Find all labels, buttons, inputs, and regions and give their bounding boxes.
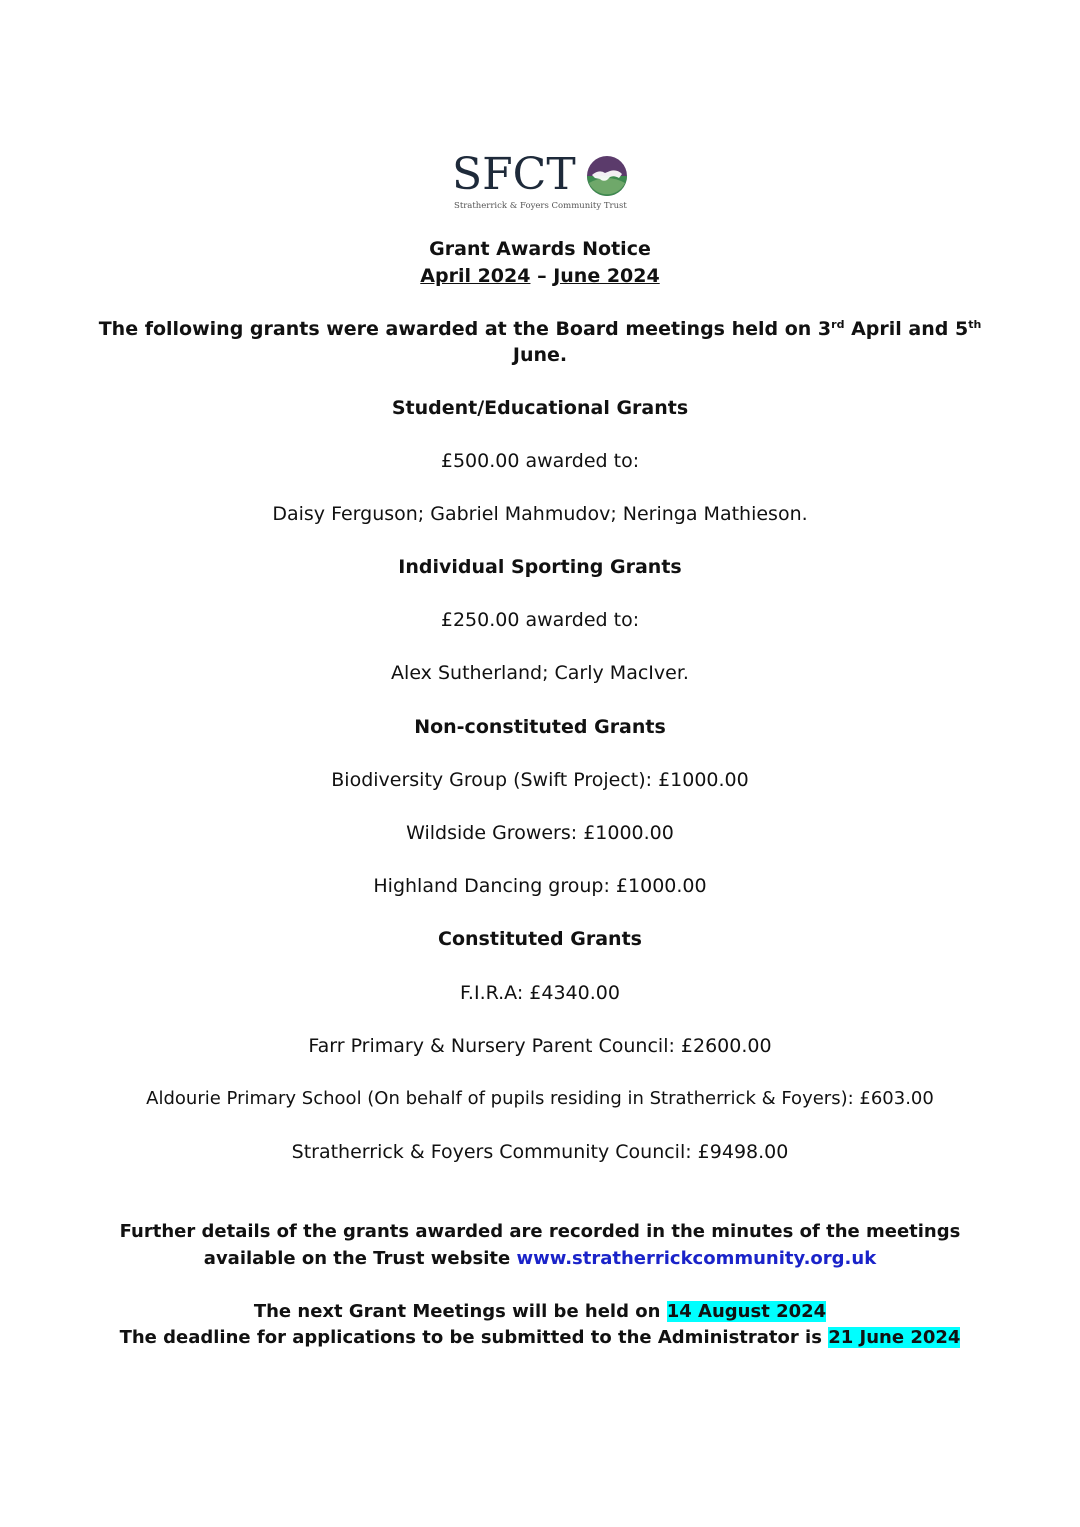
footer-details-line-2 [0,1246,1080,1272]
non-constituted-grants-heading: Non-constituted Grants [414,716,666,738]
sfct-logo [452,150,632,216]
constituted-grants-heading: Constituted Grants [438,928,642,950]
intro-sup-2: th [968,318,982,331]
intro-part-1: The following grants were awarded at the Board meetings held on 3 [98,318,832,340]
constituted-grant-item: Farr Primary & Nursery Parent Council: £2600.00 [308,1035,772,1057]
constituted-grant-item: Stratherrick & Foyers Community Council: £9498.00 [291,1141,789,1163]
intro-part-2: April and 5 [844,318,969,340]
next-meeting-date: 14 August 2024 [666,1301,827,1322]
sporting-grants-recipients: Alex Sutherland; Carly MacIver. [391,662,689,684]
handshake-globe-icon [586,155,628,197]
page-title: Grant Awards Notice [429,238,651,260]
deadline-line [0,1325,1080,1351]
constituted-grant-item: Aldourie Primary School (On behalf of pupils residing in Stratherrick & Foyers): £603.00 [146,1088,934,1109]
student-grants-heading: Student/Educational Grants [391,397,689,419]
footer-details-line-1: Further details of the grants awarded are recorded in the minutes of the meetings [119,1221,961,1242]
intro-line-2: June. [512,344,568,366]
non-constituted-grant-item: Highland Dancing group: £1000.00 [373,875,707,897]
sporting-grants-heading: Individual Sporting Grants [398,556,682,578]
intro-sup-1: rd [831,318,845,331]
logo-subtitle: Stratherrick & Foyers Community Trust [454,201,627,211]
intro-line-1 [0,316,1080,342]
trust-website-link[interactable]: www.stratherrickcommunity.org.uk [516,1248,877,1269]
sporting-grants-amount: £250.00 awarded to: [440,609,640,631]
period-end: June 2024 [553,265,660,287]
next-meeting-line [0,1299,1080,1325]
period-start: April 2024 [420,265,531,287]
non-constituted-grant-item: Biodiversity Group (Swift Project): £1000.00 [331,769,749,791]
logo-wordmark: SFCT [452,149,576,200]
period-line [0,263,1080,289]
deadline-prefix: The deadline for applications to be submitted to the Administrator is [119,1327,829,1348]
deadline-date: 21 June 2024 [828,1327,961,1348]
student-grants-amount: £500.00 awarded to: [440,450,640,472]
constituted-grant-item: F.I.R.A: £4340.00 [460,982,620,1004]
student-grants-recipients: Daisy Ferguson; Gabriel Mahmudov; Neringa Mathieson. [272,503,808,525]
next-meeting-prefix: The next Grant Meetings will be held on [253,1301,667,1322]
period-dash: – [530,265,554,287]
non-constituted-grant-item: Wildside Growers: £1000.00 [406,822,674,844]
footer-website-prefix: available on the Trust website [203,1248,517,1269]
